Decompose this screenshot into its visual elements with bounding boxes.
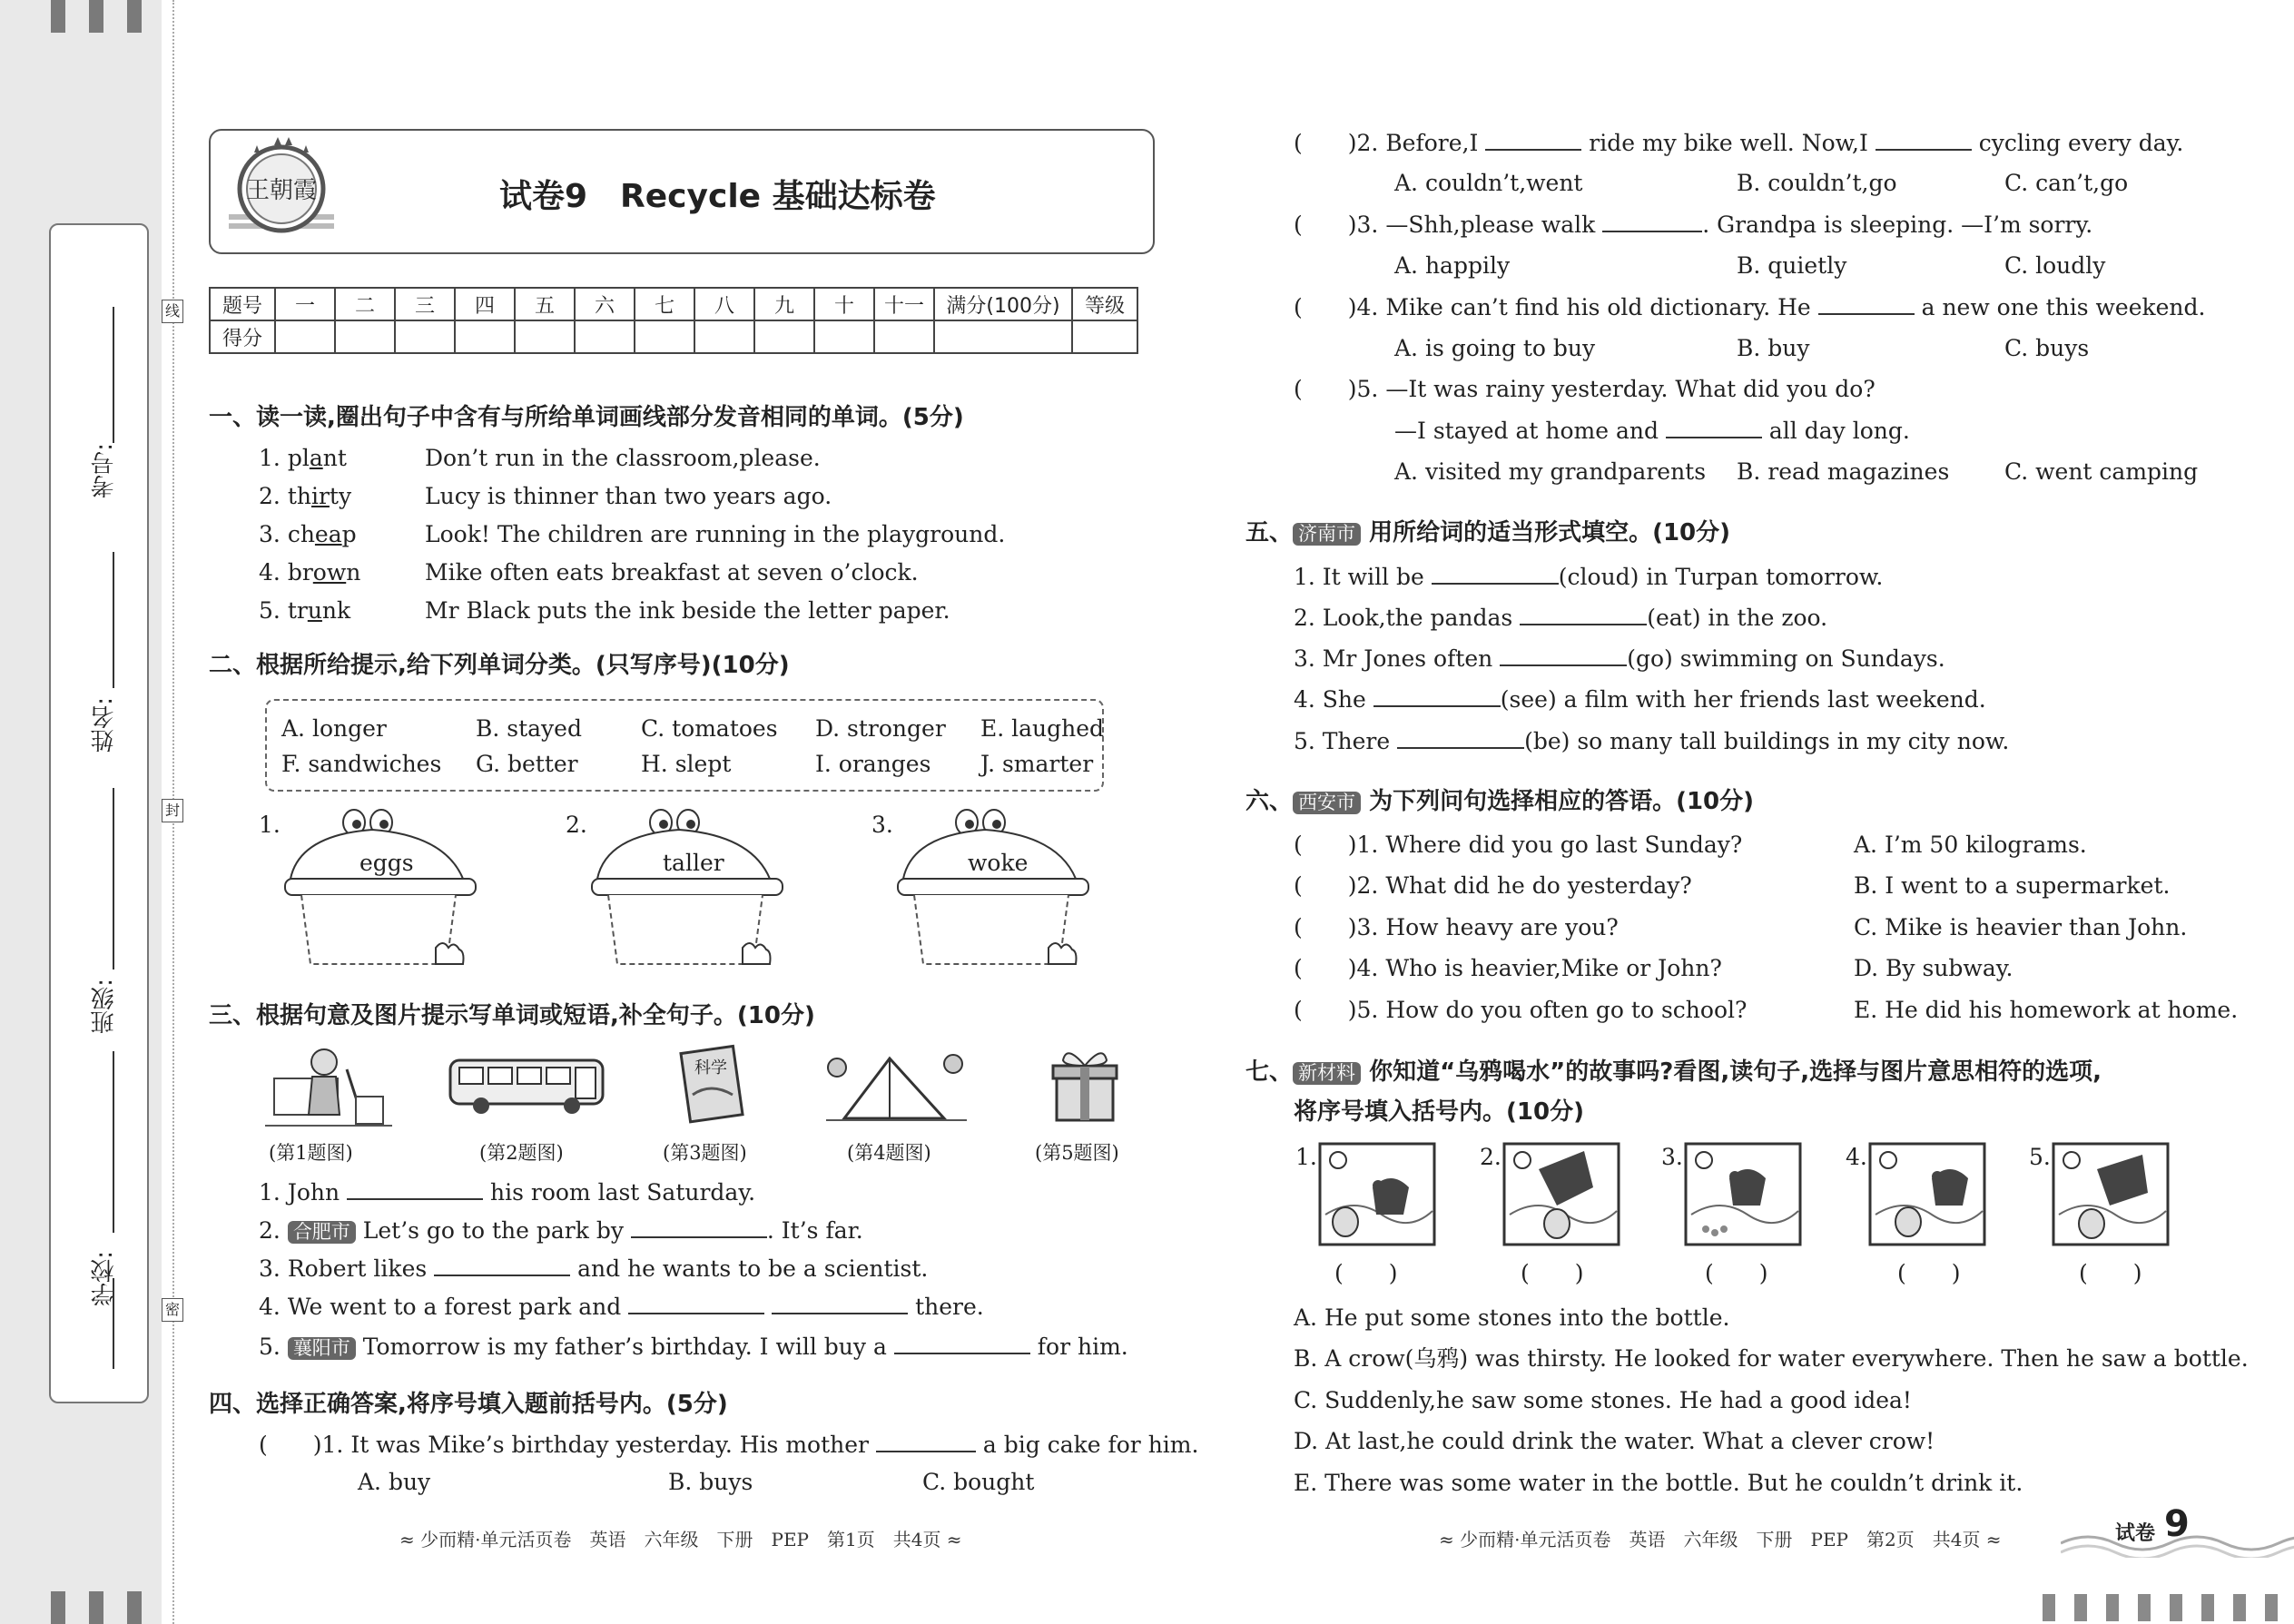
table-cell: 六 (575, 288, 635, 320)
footer-left: ≈ 少而精·单元活页卷 英语 六年级 下册 PEP 第1页 共4页 ≈ (399, 1529, 962, 1550)
answer-blank (1818, 295, 1915, 315)
answer-blank[interactable] (628, 1294, 764, 1314)
answer-paren[interactable]: ( ) (259, 1432, 322, 1458)
section3-heading: 三、根据句意及图片提示写单词或短语,补全句子。(10分) (209, 1002, 815, 1029)
score-cell[interactable] (515, 320, 575, 353)
school-field[interactable] (113, 1278, 114, 1369)
bucket-word: taller (663, 850, 724, 876)
page-tick (2265, 1594, 2278, 1621)
answer-paren[interactable]: ( ) (1294, 212, 1357, 238)
bucket-word: woke (968, 850, 1029, 876)
score-table (209, 287, 1138, 354)
s6-answer[interactable]: E. He did his homework at home. (1854, 997, 2239, 1023)
answer-paren[interactable]: ( ) (1705, 1260, 1768, 1286)
science-book-picture (676, 1044, 749, 1126)
answer-paren[interactable]: ( ) (1294, 997, 1357, 1023)
s6-answer[interactable]: C. Mike is heavier than John. (1854, 914, 2188, 940)
logo-icon (227, 136, 336, 243)
answer-blank[interactable] (772, 1294, 908, 1314)
answer-blank[interactable] (1373, 687, 1501, 707)
score-cell[interactable] (934, 320, 1072, 353)
bucket-number: 3. (871, 812, 893, 838)
svg-text:王朝霞: 王朝霞 (245, 177, 318, 204)
word-option: A. longer (281, 715, 387, 742)
region-tag: 合肥市 (288, 1221, 356, 1244)
answer-paren[interactable]: ( ) (1294, 872, 1357, 899)
binding-tick (127, 0, 142, 33)
score-cell[interactable] (1072, 320, 1137, 353)
s7-option: A. He put some stones into the bottle. (1294, 1304, 1730, 1331)
score-cell[interactable] (275, 320, 335, 353)
s1-word: 1. plant (259, 445, 347, 471)
s1-word: 5. trunk (259, 597, 351, 624)
region-tag: 襄阳市 (288, 1337, 356, 1360)
score-cell[interactable] (814, 320, 874, 353)
crow-picture (1502, 1142, 1620, 1246)
score-cell[interactable] (575, 320, 635, 353)
answer-paren[interactable]: ( ) (1897, 1260, 1961, 1286)
s1-sentence[interactable]: Look! The children are running in the playground. (425, 521, 1006, 547)
bucket-icon[interactable] (894, 802, 1094, 966)
score-cell[interactable] (694, 320, 754, 353)
table-cell: 八 (694, 288, 754, 320)
s5-item: 4. She (see) a film with her friends last weekend. (1294, 686, 1986, 713)
section4-heading: 四、选择正确答案,将序号填入题前括号内。(5分) (209, 1391, 728, 1418)
s3-item: 3. Robert likes and he wants to be a scientist. (259, 1255, 929, 1282)
section7-heading-cont: 将序号填入括号内。(10分) (1294, 1098, 1584, 1126)
s7-option: C. Suddenly,he saw some stones. He had a good idea! (1294, 1387, 1912, 1413)
section2-heading: 二、根据所给提示,给下列单词分类。(只写序号)(10分) (209, 652, 790, 679)
section1-heading: 一、读一读,圈出句子中含有与所给单词画线部分发音相同的单词。(5分) (209, 404, 964, 431)
picture-caption: (第1题图) (269, 1142, 353, 1164)
option[interactable]: C. loudly (2004, 252, 2106, 279)
s4-question: ( )4. Mike can’t find his old dictionary. He a new one this weekend. (1294, 294, 2206, 320)
s1-word: 2. thirty (259, 483, 352, 509)
picture-caption: (第2题图) (479, 1142, 564, 1164)
s7-option: B. A crow(乌鸦) was thirsty. He looked for water everywhere. Then he saw a bottle. (1294, 1345, 2249, 1372)
option[interactable]: B. quietly (1737, 252, 1847, 279)
answer-blank[interactable] (1397, 729, 1524, 749)
section5-heading: 五、 济南市 用所给词的适当形式填空。(10分) (1245, 519, 1731, 546)
region-tag: 济南市 (1293, 523, 1361, 546)
s1-sentence[interactable]: Lucy is thinner than two years ago. (425, 483, 832, 509)
answer-blank (1876, 131, 1972, 151)
score-cell[interactable] (635, 320, 694, 353)
answer-blank[interactable] (1520, 605, 1647, 625)
answer-paren[interactable]: ( ) (1294, 130, 1357, 156)
page-tick (2138, 1594, 2151, 1621)
word-option: I. oranges (815, 751, 931, 777)
option[interactable]: B. couldn’t,go (1737, 170, 1897, 196)
picture-number: 1. (1295, 1144, 1317, 1170)
table-cell: 题号 (210, 288, 275, 320)
answer-blank (876, 1432, 976, 1452)
answer-blank[interactable] (347, 1180, 483, 1200)
picture-number: 3. (1661, 1144, 1683, 1170)
s1-sentence[interactable]: Mike often eats breakfast at seven o’clock. (425, 559, 919, 586)
word-option: H. slept (641, 751, 732, 777)
answer-blank (1485, 131, 1581, 151)
bucket-number: 1. (259, 812, 281, 838)
answer-blank[interactable] (434, 1256, 570, 1276)
table-cell: 十 (814, 288, 874, 320)
table-cell: 一 (275, 288, 335, 320)
binding-tick (51, 0, 65, 33)
answer-blank[interactable] (1500, 646, 1627, 666)
score-cell[interactable] (754, 320, 814, 353)
option[interactable]: C. bought (922, 1469, 1035, 1495)
s5-item: 5. There (be) so many tall buildings in my city now. (1294, 728, 2010, 754)
crow-picture (1684, 1142, 1802, 1246)
s1-sentence[interactable]: Don’t run in the classroom,please. (425, 445, 821, 471)
s6-question: ( )5. How do you often go to school? (1294, 997, 1748, 1023)
s3-item: 4. We went to a forest park and there. (259, 1294, 984, 1320)
option[interactable]: A. buy (358, 1469, 431, 1495)
s4-question: ( )3. —Shh,please walk . Grandpa is sleeping. —I’m sorry. (1294, 212, 2093, 238)
name-field[interactable] (113, 788, 114, 969)
s5-item: 3. Mr Jones often (go) swimming on Sundays. (1294, 645, 1945, 672)
binding-tick (51, 1591, 65, 1624)
s7-option: D. At last,he could drink the water. What a clever crow! (1294, 1428, 1935, 1454)
s6-answer[interactable]: D. By subway. (1854, 955, 2013, 981)
word-option: J. smarter (980, 751, 1094, 777)
student-info-box (49, 223, 149, 1403)
s6-question: ( )4. Who is heavier,Mike or John? (1294, 955, 1722, 981)
answer-paren[interactable]: ( ) (2079, 1260, 2142, 1286)
exam-no-field-ext (113, 552, 114, 688)
table-cell: 二 (335, 288, 395, 320)
badge-number: 9 (2164, 1503, 2190, 1545)
school-label: 学校: (91, 1251, 118, 1306)
s4-question: ( )2. Before,I ride my bike well. Now,I cycling every day. (1294, 130, 2184, 156)
word-option: E. laughed (980, 715, 1105, 742)
binding-tick (89, 1591, 103, 1624)
table-cell: 十一 (874, 288, 934, 320)
bucket-word: eggs (359, 850, 414, 876)
s1-sentence[interactable]: Mr Black puts the ink beside the letter paper. (425, 597, 950, 624)
answer-paren[interactable]: ( ) (1294, 914, 1357, 940)
svg-text:科学: 科学 (694, 1058, 727, 1078)
bucket-icon[interactable] (281, 802, 481, 966)
word-option: G. better (476, 751, 578, 777)
score-cell[interactable] (874, 320, 934, 353)
answer-paren[interactable]: ( ) (1294, 294, 1357, 320)
option[interactable]: C. went camping (2004, 458, 2199, 485)
crow-picture (1868, 1142, 1986, 1246)
name-label: 姓名: (91, 697, 118, 753)
answer-paren[interactable]: ( ) (1334, 1260, 1398, 1286)
s6-answer[interactable]: B. I went to a supermarket. (1854, 872, 2171, 899)
picture-number: 5. (2029, 1144, 2051, 1170)
table-cell: 得分 (210, 320, 275, 353)
page-tick (2074, 1594, 2087, 1621)
answer-blank (1666, 418, 1762, 438)
page-tick (2106, 1594, 2119, 1621)
table-cell: 五 (515, 288, 575, 320)
option[interactable]: B. buy (1737, 335, 1810, 361)
answer-paren[interactable]: ( ) (1521, 1260, 1584, 1286)
option[interactable]: B. read magazines (1737, 458, 1950, 485)
s3-item: 1. John his room last Saturday. (259, 1179, 756, 1206)
page-title: 试卷9 Recycle 基础达标卷 (499, 178, 936, 215)
footer-right: ≈ 少而精·单元活页卷 英语 六年级 下册 PEP 第2页 共4页 ≈ (1439, 1529, 2002, 1550)
section7-heading: 七、 新材料 你知道“乌鸦喝水”的故事吗?看图,读句子,选择与图片意思相符的选项, (1245, 1058, 2102, 1086)
picture-number: 4. (1846, 1144, 1867, 1170)
s6-question: ( )1. Where did you go last Sunday? (1294, 832, 1743, 858)
picture-caption: (第5题图) (1035, 1142, 1119, 1164)
exam-no-label: 考号: (91, 443, 118, 498)
badge-label: 试卷 (2115, 1522, 2156, 1545)
crow-picture (2052, 1142, 2170, 1246)
s6-question: ( )2. What did he do yesterday? (1294, 872, 1692, 899)
score-cell[interactable] (395, 320, 455, 353)
table-cell: 三 (395, 288, 455, 320)
s7-option: E. There was some water in the bottle. But he couldn’t drink it. (1294, 1470, 2023, 1496)
table-cell: 等级 (1072, 288, 1137, 320)
answer-paren[interactable]: ( ) (1294, 376, 1357, 402)
bus-picture (445, 1055, 608, 1118)
option[interactable]: A. couldn’t,went (1394, 170, 1583, 196)
answer-paren[interactable]: ( ) (1294, 832, 1357, 858)
binding-tick (89, 0, 103, 33)
cleaning-room-picture (256, 1042, 401, 1133)
s5-item: 1. It will be (cloud) in Turpan tomorrow. (1294, 564, 1884, 590)
word-option: D. stronger (815, 715, 946, 742)
s3-item: 2. 合肥市 Let’s go to the park by . It’s far. (259, 1217, 863, 1244)
region-tag: 西安市 (1293, 792, 1361, 814)
option[interactable]: A. happily (1394, 252, 1511, 279)
bucket-number: 2. (566, 812, 587, 838)
seal-mark: 封 (162, 799, 183, 822)
page-tick (2043, 1594, 2055, 1621)
answer-blank (1602, 212, 1702, 232)
table-cell: 九 (754, 288, 814, 320)
word-option: C. tomatoes (641, 715, 778, 742)
s6-answer[interactable]: A. I’m 50 kilograms. (1854, 832, 2087, 858)
table-cell: 七 (635, 288, 694, 320)
page-tick (2170, 1594, 2182, 1621)
region-tag: 新材料 (1293, 1062, 1361, 1085)
gift-box-picture (1044, 1044, 1126, 1126)
answer-paren[interactable]: ( ) (1294, 955, 1357, 981)
table-cell: 满分(100分) (934, 288, 1072, 320)
s5-item: 2. Look,the pandas (eat) in the zoo. (1294, 605, 1828, 631)
picture-number: 2. (1480, 1144, 1501, 1170)
page-tick (2201, 1594, 2214, 1621)
exam-no-field[interactable] (113, 307, 114, 443)
option[interactable]: A. visited my grandparents (1394, 458, 1707, 485)
score-cell[interactable] (455, 320, 515, 353)
seal-mark: 密 (162, 1298, 183, 1322)
binding-tick (127, 1591, 142, 1624)
answer-blank[interactable] (894, 1334, 1030, 1354)
s3-item: 5. 襄阳市 Tomorrow is my father’s birthday. I will buy a for him. (259, 1334, 1128, 1360)
word-box (265, 699, 1104, 792)
class-field[interactable] (113, 1051, 114, 1233)
word-option: F. sandwiches (281, 751, 442, 777)
s1-word: 4. brown (259, 559, 361, 586)
answer-blank[interactable] (631, 1218, 767, 1238)
s4-question: ( )5. —It was rainy yesterday. What did you do? (1294, 376, 1876, 402)
table-cell: 四 (455, 288, 515, 320)
s6-question: ( )3. How heavy are you? (1294, 914, 1619, 940)
page-tick (2233, 1594, 2246, 1621)
table-row (210, 288, 1137, 320)
section6-heading: 六、 西安市 为下列问句选择相应的答语。(10分) (1245, 788, 1755, 815)
answer-blank[interactable] (1432, 565, 1559, 585)
class-label: 班级: (91, 979, 118, 1034)
picture-caption: (第4题图) (847, 1142, 931, 1164)
picture-caption: (第3题图) (663, 1142, 747, 1164)
option[interactable]: C. can’t,go (2004, 170, 2129, 196)
option[interactable]: B. buys (668, 1469, 753, 1495)
table-row (210, 320, 1137, 353)
seal-mark: 线 (162, 300, 183, 323)
score-cell[interactable] (335, 320, 395, 353)
bucket-icon[interactable] (588, 802, 788, 966)
option[interactable]: C. buys (2004, 335, 2090, 361)
s4-question: ( )1. It was Mike’s birthday yesterday. His mother a big cake for him. (259, 1432, 1199, 1458)
crow-picture (1318, 1142, 1436, 1246)
word-option: B. stayed (476, 715, 582, 742)
camping-tent-picture (817, 1046, 971, 1127)
s1-word: 3. cheap (259, 521, 357, 547)
s4-question-cont: —I stayed at home and all day long. (1394, 418, 1910, 444)
option[interactable]: A. is going to buy (1394, 335, 1596, 361)
